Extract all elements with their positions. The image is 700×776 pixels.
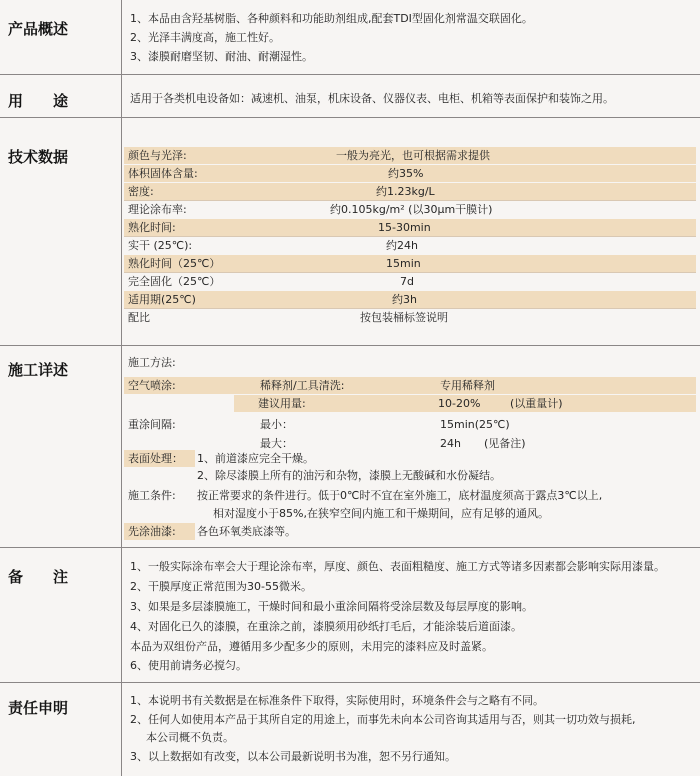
tech-label: 熟化时间: — [128, 221, 176, 234]
thinner-value: 专用稀释剂 — [440, 379, 495, 392]
disclaimer-line: 本公司概不负责。 — [146, 731, 234, 744]
tech-label: 体积固体含量: — [128, 167, 198, 180]
interval-max-label: 最大： — [260, 437, 293, 450]
usage-text: 适用于各类机电设备如：减速机、油泵，机床设备、仪器仪表、电柜、机箱等表面保护和装饰之用。 — [130, 92, 614, 105]
overview-line: 2、光泽丰满度高，施工性好。 — [130, 31, 280, 44]
amount-row — [234, 395, 696, 412]
tech-label: 熟化时间（25℃） — [128, 257, 221, 270]
tech-label: 实干 (25℃): — [128, 239, 193, 252]
interval-label: 重涂间隔: — [128, 418, 176, 431]
section-title-notes: 备 注 — [8, 568, 69, 586]
tech-value: 按包装桶标签说明 — [360, 311, 448, 324]
conditions-line: 按正常要求的条件进行。低于0℃时不宜在室外施工，底材温度须高于露点3℃以上, — [197, 489, 603, 502]
tech-label: 理论涂布率: — [128, 203, 187, 216]
tech-row — [124, 237, 696, 254]
spray-label: 空气喷涂: — [128, 379, 176, 392]
tech-row — [124, 273, 696, 290]
tech-label: 完全固化（25℃） — [128, 275, 221, 288]
note-line: 3、如果是多层漆膜施工，干燥时间和最小重涂间隔将受涂层数及每层厚度的影响。 — [130, 600, 533, 613]
method-label: 施工方法: — [128, 356, 176, 369]
section-title-application: 施工详述 — [8, 361, 69, 379]
conditions-line: 相对湿度小于85%,在狭窄空间内施工和干燥期间，应有足够的通风。 — [213, 507, 549, 520]
section-divider — [0, 345, 700, 346]
tech-row — [124, 201, 696, 218]
tech-row — [124, 219, 696, 236]
note-line: 本品为双组份产品，遵循用多少配多少的原则，未用完的漆料应及时盖紧。 — [130, 640, 493, 653]
section-title-tech: 技术数据 — [8, 148, 69, 166]
amount-value: 10-20% — [438, 397, 481, 410]
tech-value: 约3h — [392, 293, 417, 306]
section-divider — [0, 547, 700, 548]
tech-row — [124, 255, 696, 272]
row-separator — [124, 236, 696, 237]
disclaimer-line: 2、任何人如使用本产品于其所自定的用途上，而事先未向本公司咨询其适用与否，则其一切功效与损耗, — [130, 713, 636, 726]
section-title-disclaimer: 责任申明 — [8, 699, 69, 717]
note-line: 1、一般实际涂布率会大于理论涂布率，厚度、颜色、表面粗糙度、施工方式等诸多因素都会影响实际用漆量。 — [130, 560, 665, 573]
amount-label: 建议用量: — [258, 397, 306, 410]
section-title-usage: 用 途 — [8, 92, 69, 110]
tech-value: 约0.105kg/m² (以30μm干膜计) — [330, 203, 493, 216]
tech-row — [124, 309, 696, 326]
tech-row — [124, 291, 696, 308]
interval-min-label: 最小： — [260, 418, 293, 431]
interval-max-note: (见备注) — [484, 437, 526, 450]
disclaimer-line: 3、以上数据如有改变，以本公司最新说明书为准，恕不另行通知。 — [130, 750, 456, 763]
tech-value: 约35% — [388, 167, 424, 180]
interval-min-value: 15min(25℃) — [440, 418, 510, 431]
tech-value: 15-30min — [378, 221, 431, 234]
thinner-label: 稀释剂/工具清洗: — [260, 379, 345, 392]
section-divider — [0, 74, 700, 75]
tech-value: 7d — [400, 275, 414, 288]
tech-row — [124, 147, 696, 164]
spray-row — [124, 377, 696, 394]
note-line: 4、对固化已久的漆膜，在重涂之前，漆膜须用砂纸打毛后，才能涂装后道面漆。 — [130, 620, 522, 633]
interval-max-value: 24h — [440, 437, 461, 450]
note-line: 2、干膜厚度正常范围为30-55微米。 — [130, 580, 312, 593]
row-separator — [124, 272, 696, 273]
note-line: 6、使用前请务必搅匀。 — [130, 659, 247, 672]
section-title-overview: 产品概述 — [8, 20, 69, 38]
overview-line: 3、漆膜耐磨坚韧、耐油、耐潮湿性。 — [130, 50, 313, 63]
disclaimer-line: 1、本说明书有关数据是在标准条件下取得，实际使用时，环境条件会与之略有不同。 — [130, 694, 544, 707]
primer-label: 先涂油漆: — [128, 525, 176, 538]
tech-label: 密度: — [128, 185, 154, 198]
primer-value: 各色环氧类底漆等。 — [197, 525, 296, 538]
tech-label: 配比 — [128, 311, 150, 324]
section-divider — [0, 682, 700, 683]
tech-label: 颜色与光泽: — [128, 149, 187, 162]
surface-label: 表面处理： — [128, 452, 183, 465]
surface-line: 2、除尽漆膜上所有的油污和杂物，漆膜上无酸碱和水份凝结。 — [197, 469, 501, 482]
tech-value: 约24h — [386, 239, 418, 252]
tech-value: 15min — [386, 257, 421, 270]
row-separator — [124, 200, 696, 201]
amount-note: (以重量计) — [510, 397, 563, 410]
section-divider — [0, 117, 700, 118]
row-separator — [124, 308, 696, 309]
tech-row — [124, 165, 696, 182]
tech-value: 一般为亮光，也可根据需求提供 — [336, 149, 490, 162]
conditions-label: 施工条件: — [128, 489, 176, 502]
overview-line: 1、本品由含羟基树脂、各种颜料和功能助剂组成,配套TDI型固化剂常温交联固化。 — [130, 12, 533, 25]
surface-line: 1、前道漆应完全干燥。 — [197, 452, 314, 465]
tech-label: 适用期(25℃) — [128, 293, 196, 306]
tech-value: 约1.23kg/L — [376, 185, 435, 198]
tech-row — [124, 183, 696, 200]
